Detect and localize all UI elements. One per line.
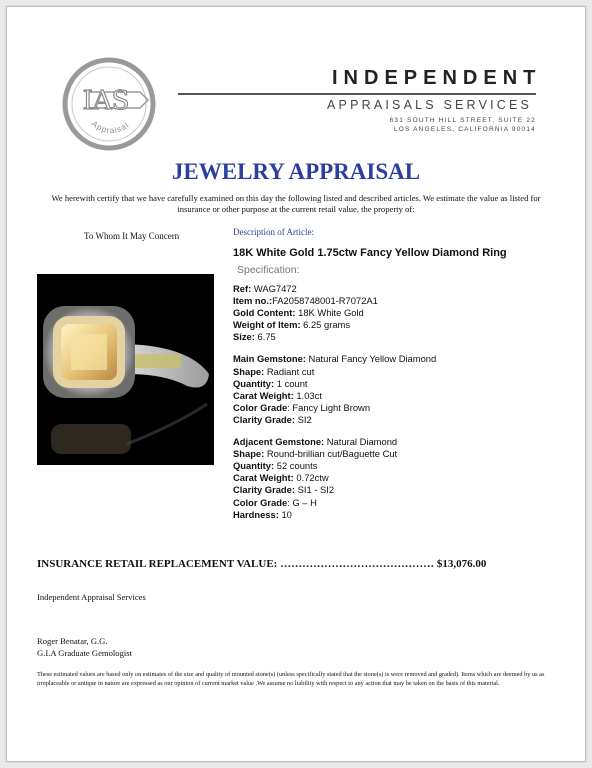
logo-text: IAS <box>82 86 130 116</box>
main-gemstone: Main Gemstone: Natural Fancy Yellow Diamond <box>233 353 437 365</box>
main-clarity-grade: Clarity Grade: SI2 <box>233 413 312 425</box>
adjacent-shape: Shape: Round-brillian cut/Baguette Cut <box>233 448 398 460</box>
footer-company: Independent Appraisal Services <box>37 592 146 602</box>
article-title: 18K White Gold 1.75ctw Fancy Yellow Diamond Ring <box>233 247 507 259</box>
detail-size: Size: 6.75 <box>233 331 276 343</box>
signer-name: Roger Benatar, G.G. <box>37 636 108 646</box>
adjacent-gemstone: Adjacent Gemstone: Natural Diamond <box>233 436 398 448</box>
adjacent-hardness: Hardness: 10 <box>233 508 292 520</box>
adjacent-clarity-grade: Clarity Grade: SI1 - SI2 <box>233 484 335 496</box>
signer-title: G.I.A Graduate Gemologist <box>37 648 132 658</box>
logo-subtext: Appraisal <box>89 119 131 136</box>
company-name: INDEPENDENT <box>332 67 542 89</box>
address-line-1: 631 SOUTH HILL STREET, SUITE 22 <box>389 117 536 124</box>
svg-text:Appraisal <box>90 119 131 135</box>
certification-text: We herewith certify that we have carefully examined on this day the following listed and described articles. We estimate the value as listed for insurance or other purpose at the current retail value, the property of: <box>51 193 541 214</box>
disclaimer: These estimated values are based only on estimates of the size and quality of mounted stone(s) (unless specifically stated that the stone(s) is were removed and graded). Items which are deemed by us as irreplaceable or antique in nature are expressed as our opinion of current market value .We assume no liability with respect to any action that may be taken on the basis of this material. <box>37 671 545 687</box>
header-rule <box>178 93 536 95</box>
main-quantity: Quantity: 1 count <box>233 377 308 389</box>
main-shape: Shape: Radiant cut <box>233 365 315 377</box>
recipient: To Whom It May Concern <box>84 231 180 241</box>
detail-weight: Weight of Item: 6.25 grams <box>233 319 351 331</box>
article-details <box>233 283 436 521</box>
main-carat-weight: Carat Weight: 1.03ct <box>233 389 322 401</box>
adjacent-carat-weight: Carat Weight: 0.72ctw <box>233 472 329 484</box>
company-subtitle: APPRAISALS SERVICES <box>327 98 533 112</box>
detail-ref: Ref: WAG7472 <box>233 283 297 294</box>
document-title: JEWELRY APPRAISAL <box>171 159 421 184</box>
description-label: Description of Article: <box>233 227 314 237</box>
insurance-value: INSURANCE RETAIL REPLACEMENT VALUE: …………………………………… $13,076.00 <box>37 558 487 570</box>
specification-label: Specification: <box>237 264 300 276</box>
ias-logo <box>62 57 156 151</box>
ring-photo <box>37 274 214 465</box>
detail-item-no: Item no.:FA2058748001-R7072A1 <box>233 295 378 307</box>
detail-gold-content: Gold Content: 18K White Gold <box>233 307 364 319</box>
adjacent-color-grade: Color Grade: G – H <box>233 496 317 508</box>
adjacent-quantity: Quantity: 52 counts <box>233 460 318 472</box>
main-color-grade: Color Grade: Fancy Light Brown <box>233 401 371 413</box>
address-line-2: LOS ANGELES, CALIFORNIA 90014 <box>393 126 536 133</box>
